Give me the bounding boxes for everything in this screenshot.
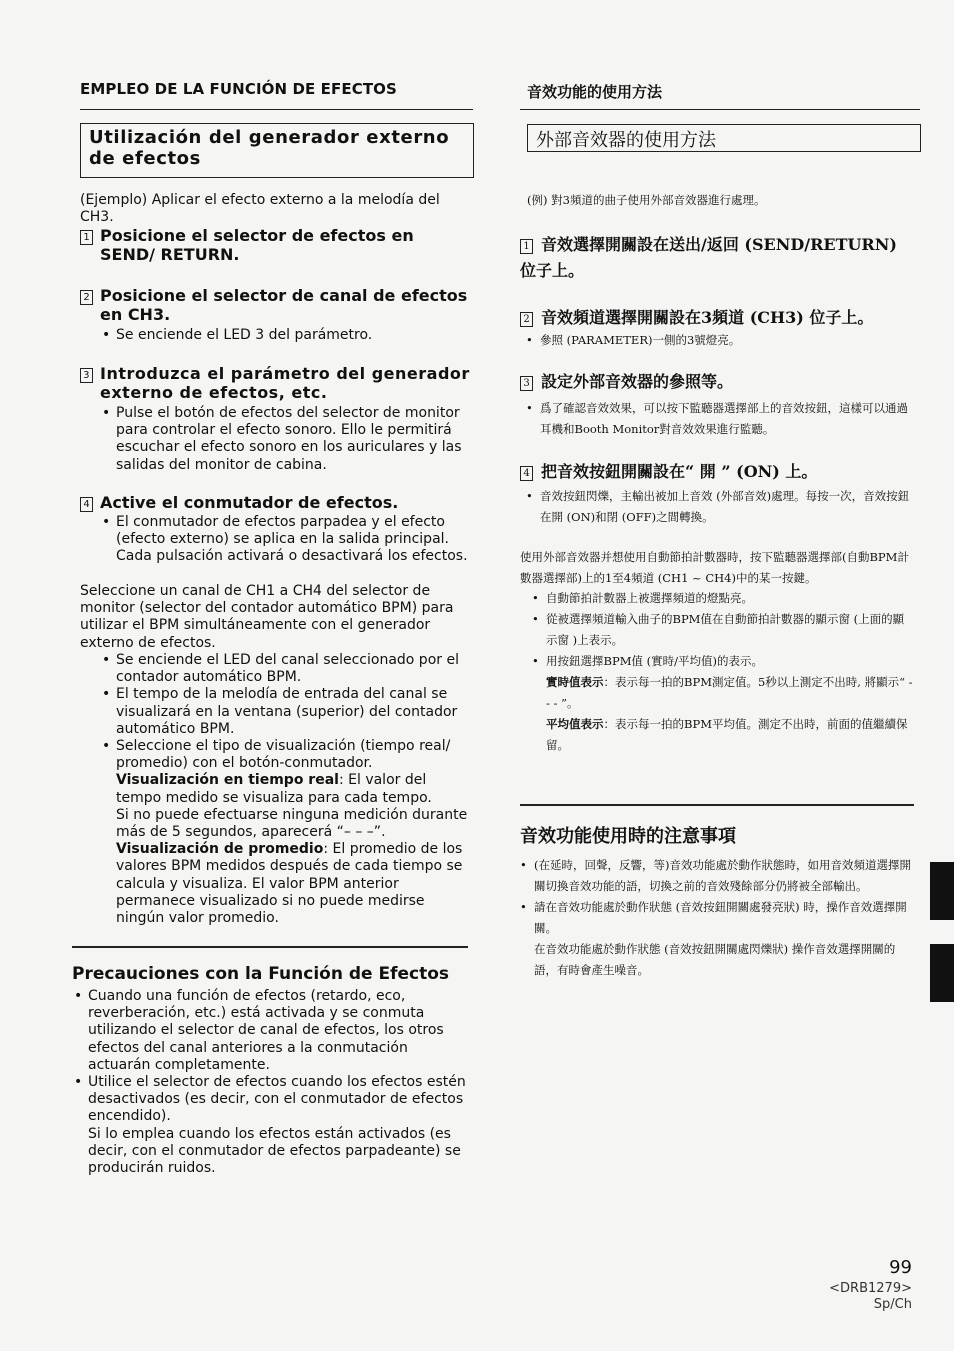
box-title-text: 外部音效器的使用方法 <box>536 130 716 151</box>
step-3-bullets <box>100 405 472 474</box>
precaution-extra: 在音效功能處於動作狀態 (音效按鈕開關處閃爍狀) 操作音效選擇開關的語，有時會產生噪音。 <box>534 942 896 977</box>
bpm-bullets-es <box>100 652 472 927</box>
box-title-es <box>80 123 474 178</box>
precaution-text: Utilice el selector de efectos cuando los efectos estén desactivados (es decir, con el conmutador de efectos encendido). <box>88 1074 466 1125</box>
step-number-box: 4 <box>520 466 533 481</box>
realtime-text-2: Si no puede efectuarse ninguna medición durante más de 5 segundos, aparecerá “– – –”. <box>116 806 468 841</box>
precautions-list-es <box>72 988 468 1177</box>
bullet-item <box>530 651 915 756</box>
step-number-box: 2 <box>80 290 93 305</box>
page-number: 99 <box>889 1257 912 1278</box>
step-number-box: 2 <box>520 312 533 327</box>
bpm-paragraph-es: Seleccione un canal de CH1 a CH4 del selector de monitor (selector del contador automático BPM) para utilizar el BPM simultáneamente con el generador externo de efectos. <box>80 583 454 651</box>
step-2-ch <box>520 305 915 331</box>
precautions-list-ch <box>518 855 914 981</box>
edge-tab-marker <box>930 944 954 1002</box>
average-label: Visualización de promedio <box>116 841 324 858</box>
bullet-item: • Pulse el botón de efectos del selector de monitor para controlar el efecto sonoro. Ello le permitirá escuchar el efecto sonoro en los auriculares y las salidas del monitor de cabina. <box>100 405 472 474</box>
step-number-box: 1 <box>520 239 533 254</box>
section-header-ch: 音效功能的使用方法 <box>527 83 663 101</box>
divider <box>520 804 914 806</box>
step-3-ch <box>520 369 915 395</box>
realtime-label: Visualización en tiempo real <box>116 772 339 789</box>
bullet-item: • Se enciende el LED 3 del parámetro. <box>100 327 472 344</box>
average-label: 平均值表示 <box>546 717 604 731</box>
example-text-ch: (例) 對3頻道的曲子使用外部音效器進行處理。 <box>527 193 766 207</box>
average-text: : El promedio de los valores BPM medidos después de cada tiempo se calcula y visualiza. El valor BPM anterior permanece visualizado si no puede medirse ningún valor promedio. <box>116 841 463 927</box>
box-title-ch <box>527 124 921 152</box>
step-title: 音效頻道選擇開關設在3頻道 (CH3) 位子上。 <box>541 308 874 327</box>
bullet-item: • El tempo de la melodía de entrada del canal se visualizará en la ventana (superior) del contador automático BPM. <box>100 686 472 738</box>
precaution-item <box>518 897 914 981</box>
precautions-title-ch: 音效功能使用時的注意事項 <box>520 826 736 847</box>
step-number-box: 4 <box>80 497 93 512</box>
edge-tab-marker <box>930 862 954 920</box>
precautions-title-es: Precauciones con la Función de Efectos <box>72 964 450 984</box>
step-1-es <box>80 226 473 264</box>
step-2-bullets <box>100 327 472 344</box>
average-text: ：表示每一拍的BPM平均值。測定不出時，前面的值繼續保留。 <box>546 717 908 752</box>
precaution-extra: Si lo emplea cuando los efectos están activados (es decir, con el conmutador de efectos parpadeante) se producirán ruidos. <box>88 1125 461 1177</box>
bullet-item: • 參照 (PARAMETER)一側的3號燈亮。 <box>524 330 914 351</box>
precaution-item: • (在延時，回聲，反響，等)音效功能處於動作狀態時，如用音效頻道選擇開關切換音效功能的語，切換之前的音效殘餘部分仍將被全部輸出。 <box>518 855 914 897</box>
bullet-item: • 爲了確認音效效果，可以按下監聽器選擇部上的音效按鈕，這樣可以通過耳機和Booth Monitor對音效效果進行監聽。 <box>524 398 914 440</box>
divider <box>520 109 920 110</box>
doc-code: <DRB1279> <box>829 1281 912 1296</box>
realtime-text: ：表示每一拍的BPM測定值。5秒以上測定不出時, 將顯示“ - - - ”。 <box>546 675 913 710</box>
bullet-item <box>100 738 472 927</box>
example-text-es: (Ejemplo) Aplicar el efecto externo a la melodía del CH3. <box>80 192 440 226</box>
step-3-es <box>80 364 473 402</box>
bullet-text: 用按鈕選擇BPM值 (實時/平均值)的表示。 <box>546 654 763 668</box>
bullet-item: • 音效按鈕閃爍，主輸出被加上音效 (外部音效)處理。每按一次，音效按鈕在開 (ON)和閉 (OFF)之間轉換。 <box>524 486 914 528</box>
step-title: Introduzca el parámetro del generador externo de efectos, etc. <box>100 364 470 402</box>
language-code: Sp/Ch <box>873 1297 912 1312</box>
step-1-ch <box>520 232 915 284</box>
step-4-bullets <box>100 514 472 566</box>
step-number-box: 1 <box>80 230 93 245</box>
box-title-text: Utilización del generador externo de efectos <box>89 127 450 169</box>
divider <box>80 109 473 110</box>
precaution-item: • Cuando una función de efectos (retardo, eco, reverberación, etc.) está activada y se conmuta utilizando el selector de canal de efectos, los otros efectos del canal anteriores a la conmutación actuarán completamente. <box>72 988 468 1074</box>
step-title: Posicione el selector de canal de efectos en CH3. <box>100 286 468 324</box>
section-header-es: EMPLEO DE LA FUNCIÓN DE EFECTOS <box>80 80 397 98</box>
precaution-text: 請在音效功能處於動作狀態 (音效按鈕開關處發亮狀) 時，操作音效選擇開關。 <box>534 900 907 935</box>
bullet-item: • Se enciende el LED del canal seleccionado por el contador automático BPM. <box>100 652 472 686</box>
bpm-bullets-ch <box>530 588 915 756</box>
step-4-ch <box>520 459 915 485</box>
average-note-ch <box>546 714 915 756</box>
average-note-es <box>116 841 472 927</box>
realtime-note-es <box>116 772 472 806</box>
step-title: Active el conmutador de efectos. <box>100 493 399 512</box>
realtime-label: 實時值表示 <box>546 675 604 689</box>
step-number-box: 3 <box>520 376 533 391</box>
realtime-note-ch <box>546 672 915 714</box>
bullet-item: • El conmutador de efectos parpadea y el efecto (efecto externo) se aplica en la salida principal. Cada pulsación activará o desactivará los efectos. <box>100 514 472 566</box>
step-number-box: 3 <box>80 368 93 383</box>
step-4-es <box>80 493 473 512</box>
step-4-bullets-ch <box>524 486 914 528</box>
realtime-text: : El valor del tempo medido se visualiza para cada tempo. <box>116 772 432 806</box>
bpm-paragraph-ch: 使用外部音效器并想使用自動節拍計數器時，按下監聽器選擇部(自動BPM計數器選擇部)上的1至4頻道 (CH1 ~ CH4)中的某一按鍵。 <box>520 550 909 585</box>
bullet-text: Seleccione el tipo de visualización (tiempo real/ promedio) con el botón-conmutador. <box>116 738 451 772</box>
precaution-item <box>72 1074 468 1177</box>
divider <box>72 946 468 948</box>
step-2-bullets-ch <box>524 330 914 351</box>
step-2-es <box>80 286 473 324</box>
step-title: 設定外部音效器的參照等。 <box>541 372 734 391</box>
bullet-item: • 從被選擇頻道輸入曲子的BPM值在自動節拍計數器的顯示窗 (上面的顯示窗 )上表示。 <box>530 609 915 651</box>
step-title: Posicione el selector de efectos en SEND/ RETURN. <box>100 226 414 264</box>
bullet-item: • 自動節拍計數器上被選擇頻道的燈點亮。 <box>530 588 915 609</box>
step-title: 音效選擇開關設在送出/返回 (SEND/RETURN) 位子上。 <box>520 235 897 280</box>
step-title: 把音效按鈕開關設在“ 開 ” (ON) 上。 <box>541 462 818 481</box>
step-3-bullets-ch <box>524 398 914 440</box>
